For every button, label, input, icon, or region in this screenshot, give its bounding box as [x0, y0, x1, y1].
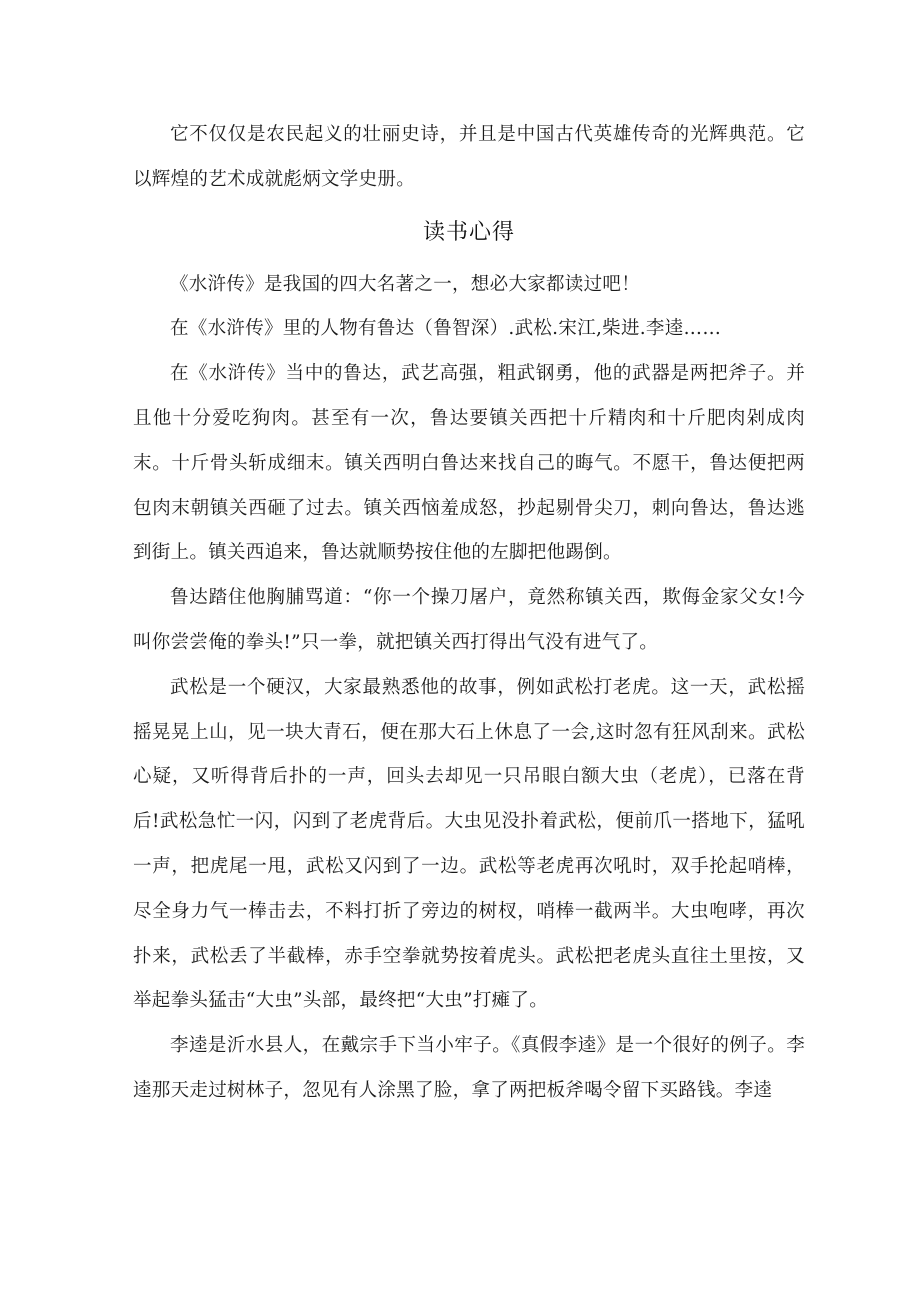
intro-paragraph: 它不仅仅是农民起义的壮丽史诗，并且是中国古代英雄传奇的光辉典范。它以辉煌的艺术成就彪炳文学史册。 [133, 124, 805, 190]
section-title: 读书心得 [422, 219, 515, 245]
paragraph-2: 在《水浒传》里的人物有鲁达（鲁智深）.武松.宋江,柴进.李逵…… [170, 318, 722, 340]
paragraph-4: 鲁达踏住他胸脯骂道：“你一个操刀屠户，竟然称镇关西，欺侮金家父女!今叫你尝尝俺的拳头!”只一拳，就把镇关西打得出气没有进气了。 [133, 587, 805, 653]
document-body [133, 113, 805, 1114]
paragraph-3: 在《水浒传》当中的鲁达，武艺高强，粗武钢勇，他的武器是两把斧子。并且他十分爱吃狗肉。甚至有一次，鲁达要镇关西把十斤精肉和十斤肥肉剁成肉末。十斤骨头斩成细末。镇关西明白鲁达来找自己的晦气。不愿干，鲁达便把两包肉末朝镇关西砸了过去。镇关西恼羞成怒，抄起剔骨尖刀，刺向鲁达，鲁达逃到街上。镇关西追来，鲁达就顺势按住他的左脚把他踢倒。 [133, 363, 805, 564]
paragraph-1: 《水浒传》是我国的四大名著之一，想必大家都读过吧！ [170, 273, 641, 295]
paragraph-5: 武松是一个硬汉，大家最熟悉他的故事，例如武松打老虎。这一天，武松摇摇晃晃上山，见一块大青石，便在那大石上休息了一会,这时忽有狂风刮来。武松心疑，又听得背后扑的一声，回头去却见一只吊眼白额大虫（老虎），已落在背后!武松急忙一闪，闪到了老虎背后。大虫见没扑着武松，便前爪一搭地下，猛吼一声，把虎尾一甩，武松又闪到了一边。武松等老虎再次吼时，双手抡起哨棒，尽全身力气一棒击去，不料打折了旁边的树杈，哨棒一截两半。大虫咆哮，再次扑来，武松丢了半截棒，赤手空拳就势按着虎头。武松把老虎头直往土里按，又举起拳头猛击“大虫”头部，最终把“大虫”打瘫了。 [133, 676, 805, 1012]
paragraph-6: 李逵是沂水县人，在戴宗手下当小牢子。《真假李逵》是一个很好的例子。李逵那天走过树林子，忽见有人涂黑了脸，拿了两把板斧喝令留下买路钱。李逵 [133, 1035, 805, 1101]
